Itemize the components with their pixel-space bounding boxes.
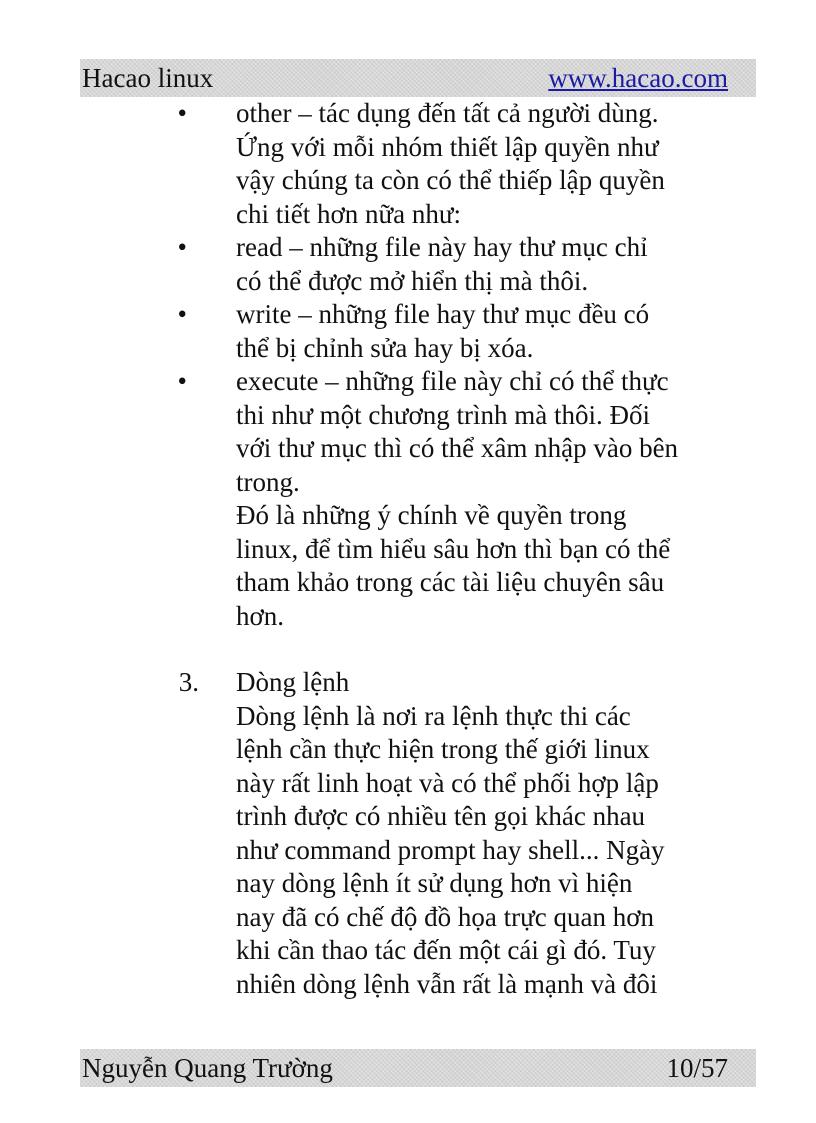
page-content <box>80 97 780 1001</box>
header-title: Hacao linux <box>82 63 214 93</box>
conclusion-paragraph <box>80 499 780 633</box>
text-line: chi tiết hơn nữa như: <box>236 198 462 229</box>
section-number: 3. <box>178 667 199 697</box>
bullet-item-other <box>80 97 780 231</box>
text-line: như command prompt hay shell... Ngày <box>236 834 665 865</box>
text-line: trong. <box>236 466 300 497</box>
text-line: Đó là những ý chính về quyền trong <box>236 500 627 530</box>
bullet-marker: • <box>177 366 187 396</box>
text-line: thi như một chương trình mà thôi. Đối <box>236 399 651 430</box>
bullet-marker: • <box>177 98 187 128</box>
bullet-item-read <box>80 231 780 298</box>
text-line: lệnh cần thực hiện trong thế giới linux <box>236 734 650 764</box>
text-line: read – những file này hay thư mục chỉ <box>236 232 648 262</box>
text-line: khi cần thao tác đến một cái gì đó. Tuy <box>236 935 656 965</box>
bullet-item-execute <box>80 365 780 499</box>
spacer <box>80 633 780 666</box>
text-line: write – những file hay thư mục đều có <box>236 299 650 329</box>
text-line: Dòng lệnh là nơi ra lệnh thực thi các <box>236 700 631 731</box>
page-number: 10/57 <box>666 1053 728 1083</box>
bullet-text <box>236 97 780 231</box>
text-line: other – tác dụng đến tất cả người dùng. <box>236 98 659 128</box>
text-line: nay dòng lệnh ít sử dụng hơn vì hiện <box>236 868 633 898</box>
footer-author: Nguyễn Quang Trường <box>82 1053 333 1083</box>
section-body <box>236 666 780 1001</box>
text-line: với thư mục thì có thể xâm nhập vào bên <box>236 433 679 463</box>
text-line: nay đã có chế độ đồ họa trực quan hơn <box>236 901 655 932</box>
text-line: này rất linh hoạt và có thể phối hợp lập <box>236 767 659 798</box>
text-line: linux, để tìm hiểu sâu hơn thì bạn có thể <box>236 533 671 564</box>
text-line: thể bị chỉnh sửa hay bị xóa. <box>236 332 534 363</box>
section-title: Dòng lệnh <box>236 667 350 697</box>
page-header <box>80 59 756 97</box>
header-website-link[interactable]: www.hacao.com <box>548 63 728 93</box>
bullet-marker: • <box>177 299 187 329</box>
text-line: nhiên dòng lệnh vẫn rất là mạnh và đôi <box>236 968 658 999</box>
bullet-text <box>236 298 780 365</box>
text-line: Ứng với mỗi nhóm thiết lập quyền như <box>236 131 659 162</box>
bullet-item-write <box>80 298 780 365</box>
text-line: có thể được mở hiển thị mà thôi. <box>236 265 589 296</box>
text-line: tham khảo trong các tài liệu chuyên sâu <box>236 567 665 597</box>
page-footer <box>80 1049 756 1087</box>
section-heading <box>80 666 780 1001</box>
bullet-text <box>236 231 780 298</box>
text-line: hơn. <box>236 600 285 631</box>
text-line: trình được có nhiều tên gọi khác nhau <box>236 801 646 831</box>
text-line: execute – những file này chỉ có thể thực <box>236 366 669 396</box>
bullet-marker: • <box>177 232 187 262</box>
text-line: vậy chúng ta còn có thể thiếp lập quyền <box>236 165 665 195</box>
bullet-text <box>236 365 780 499</box>
